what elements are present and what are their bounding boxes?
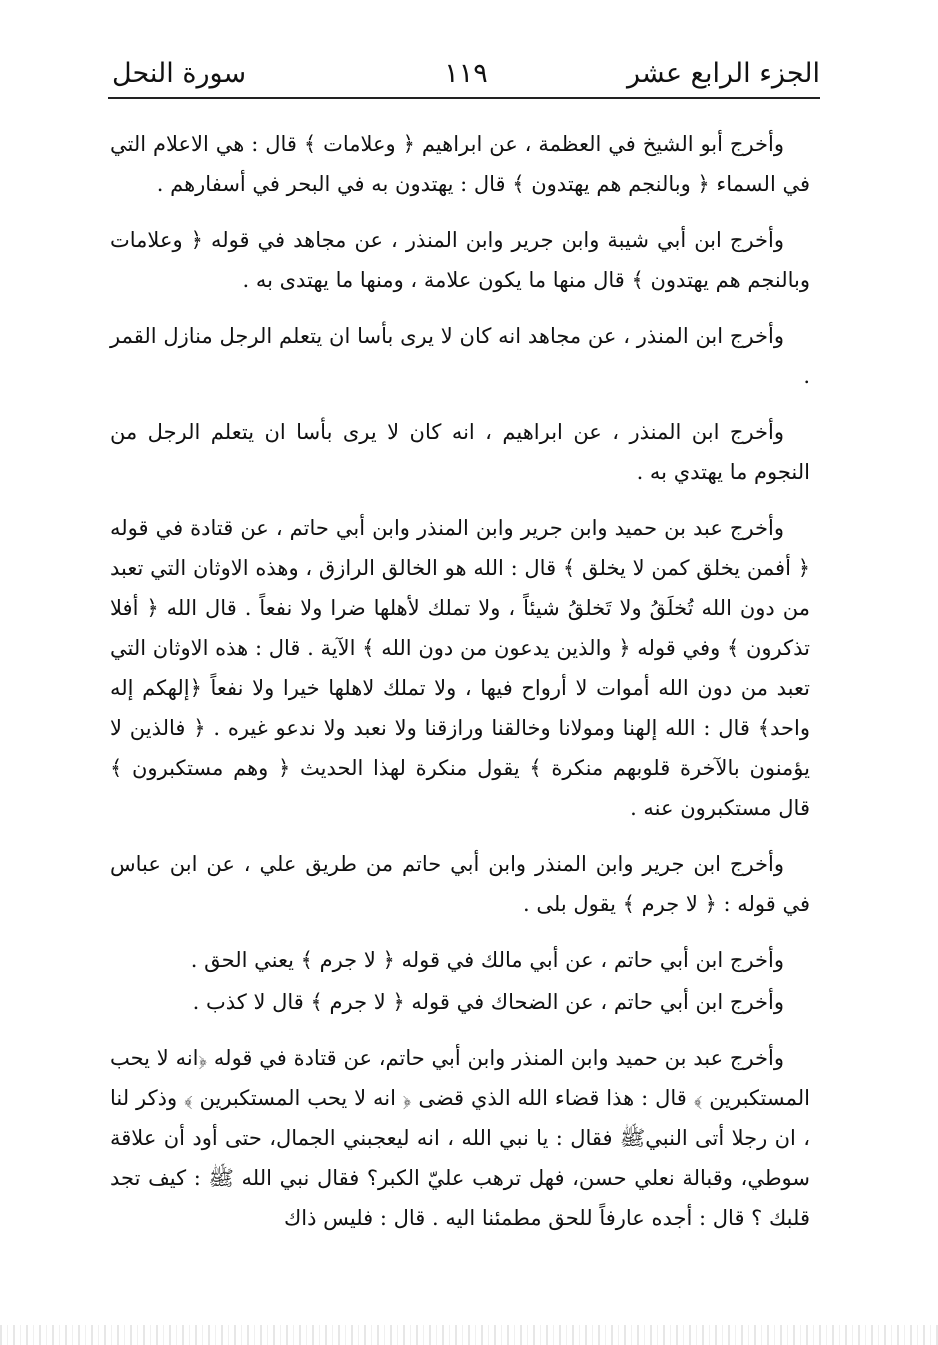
- paragraph: وأخرج عبد بن حميد وابن المنذر وابن أبي حاتم، عن قتادة في قوله ﴿انه لا يحب المستكبرين ﴾ قال : هذا قضاء الله الذي قضى ﴿ انه لا يحب المستكبرين ﴾ وذكر لنا ، ان رجلا أتى النبيﷺ فقال : يا نبي الله ، انه ليعجبني الجمال، حتى أود أن علاقة سوطي، وقبالة نعلي حسن، فهل ترهب عليّ الكبر؟ فقال نبي الله ﷺ : كيف تجد قلبك ؟ قال : أجده عارفاً للحق مطمئنا اليه . قال : فليس ذاك: [110, 1046, 810, 1230]
- paragraph: وأخرج ابن أبي حاتم ، عن أبي مالك في قوله ﴿ لا جرم ﴾ يعني الحق .: [190, 948, 784, 972]
- paragraph: وأخرج أبو الشيخ في العظمة ، عن ابراهيم ﴿ وعلامات ﴾ قال : هي الاعلام التي في السماء ﴿ وبالنجم هم يهتدون ﴾ قال : يهتدون به في البحر في أسفارهم .: [110, 132, 810, 196]
- page-header: [112, 52, 820, 96]
- header-rule: [108, 97, 820, 99]
- paragraph: وأخرج ابن أبي حاتم ، عن الضحاك في قوله ﴿ لا جرم ﴾ قال لا كذب .: [192, 990, 784, 1014]
- paragraph: وأخرج ابن المنذر ، عن مجاهد انه كان لا يرى بأسا ان يتعلم الرجل منازل القمر .: [110, 324, 810, 388]
- paragraph: وأخرج ابن أبي شيبة وابن جرير وابن المنذر ، عن مجاهد في قوله ﴿ وعلامات وبالنجم هم يهتدون ﴾ قال منها ما يكون علامة ، ومنها ما يهتدى به .: [110, 228, 810, 292]
- paragraph: وأخرج ابن جرير وابن المنذر وابن أبي حاتم من طريق علي ، عن ابن عباس في قوله : ﴿ لا جرم ﴾ يقول بلى .: [110, 852, 810, 916]
- page-body: [110, 124, 810, 1254]
- page-number: ١١٩: [444, 58, 488, 89]
- paragraph: وأخرج عبد بن حميد وابن جرير وابن المنذر وابن أبي حاتم ، عن قتادة في قوله ﴿ أفمن يخلق كمن لا يخلق ﴾ قال : الله هو الخالق الرازق ، وهذه الاوثان التي تعبد من دون الله تُخلَقُ ولا تَخلقُ شيئاً ، ولا تملك لأهلها ضرا ولا نفعاً . قال الله ﴿ أفلا تذكرون ﴾ وفي قوله ﴿ والذين يدعون من دون الله ﴾ الآية . قال : هذه الاوثان التي تعبد من دون الله أموات لا أرواح فيها ، ولا تملك لاهلها خيرا ولا نفعاً ﴿إلهكم إله واحد﴾ قال : الله إلهنا ومولانا وخالقنا ورازقنا ولا نعبد ولا ندعو غيره . ﴿ فالذين لا يؤمنون بالآخرة قلوبهم منكرة ﴾ يقول منكرة لهذا الحديث ﴿ وهم مستكبرون ﴾ قال مستكبرون عنه .: [110, 516, 810, 820]
- part-label: الجزء الرابع عشر: [626, 58, 820, 89]
- paragraph: وأخرج ابن المنذر ، عن ابراهيم ، انه كان لا يرى بأسا ان يتعلم الرجل من النجوم ما يهتدي به .: [110, 420, 810, 484]
- scan-noise: [0, 1325, 938, 1345]
- surah-label: سورة النحل: [112, 58, 247, 89]
